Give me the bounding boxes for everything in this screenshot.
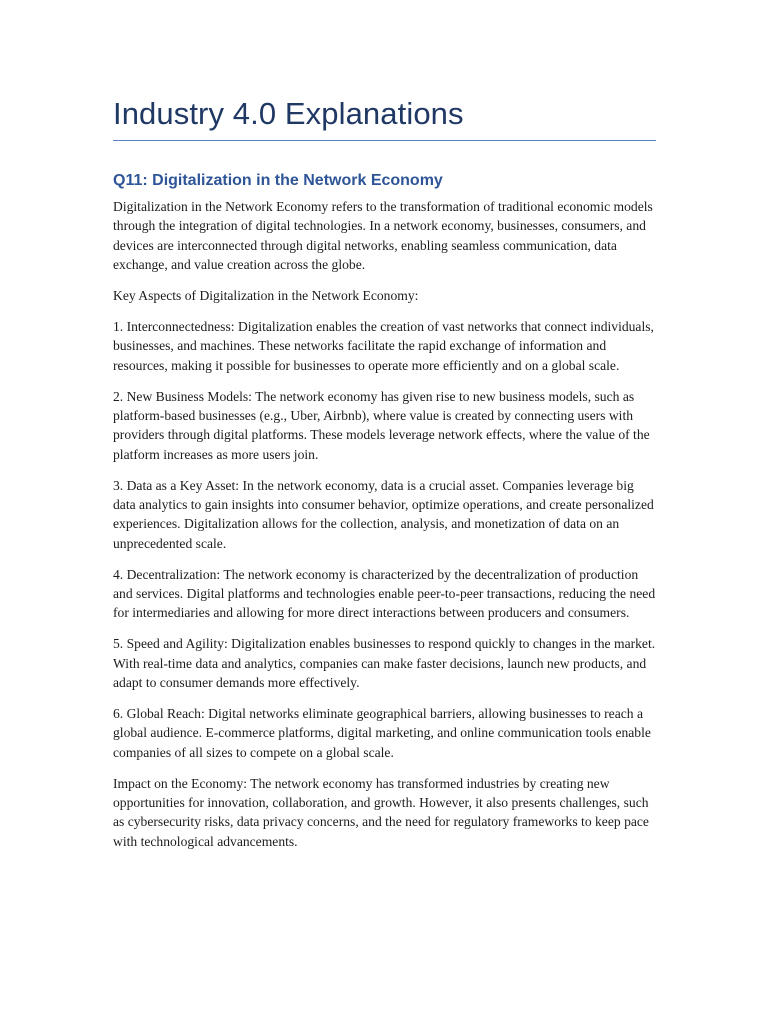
paragraph-new-business-models: 2. New Business Models: The network economy has given rise to new business models, such as platform-based businesses (e.g., Uber, Airbnb), where value is created by connecting users with providers through digital platforms. These models leverage network effects, where the value of the platform increases as more users join. <box>113 388 650 462</box>
paragraph-data-key-asset: 3. Data as a Key Asset: In the network economy, data is a crucial asset. Companies leverage big data analytics to gain insights into consumer behavior, optimize operations, and create personalized experiences. Digitalization allows for the collection, analysis, and monetization of data on an unprecedented scale. <box>113 477 654 551</box>
paragraph-key-aspects-label: Key Aspects of Digitalization in the Network Economy: <box>113 287 419 303</box>
paragraph-impact-economy: Impact on the Economy: The network economy has transformed industries by creating new opportunities for innovation, collaboration, and growth. However, it also presents challenges, such as cybersecurity risks, data privacy concerns, and the need for regulatory frameworks to keep pace with technological advancements. <box>113 775 649 849</box>
document-title: Industry 4.0 Explanations <box>113 96 464 131</box>
paragraph-speed-agility: 5. Speed and Agility: Digitalization enables businesses to respond quickly to changes in the market. With real-time data and analytics, companies can make faster decisions, launch new products, and adapt to consumer demands more effectively. <box>113 636 656 691</box>
title-divider <box>113 140 656 141</box>
document-page <box>113 96 656 863</box>
paragraph-interconnectedness: 1. Interconnectedness: Digitalization enables the creation of vast networks that connect individuals, businesses, and machines. These networks facilitate the rapid exchange of information and resources, making it possible for businesses to operate more efficiently and on a global scale. <box>113 319 654 373</box>
paragraph-global-reach: 6. Global Reach: Digital networks eliminate geographical barriers, allowing businesses to reach a global audience. E-commerce platforms, digital marketing, and online communication tools enable companies of all sizes to compete on a global scale. <box>113 706 651 760</box>
paragraph-intro: Digitalization in the Network Economy refers to the transformation of traditional economic models through the integration of digital technologies. In a network economy, businesses, consumers, and devices are interconnected through digital networks, enabling seamless communication, data exchange, and value creation across the globe. <box>113 199 653 272</box>
paragraph-decentralization: 4. Decentralization: The network economy is characterized by the decentralization of production and services. Digital platforms and technologies enable peer-to-peer transactions, reducing the need for intermediaries and allowing for more direct interactions between producers and consumers. <box>113 566 656 621</box>
section-heading: Q11: Digitalization in the Network Economy <box>113 172 443 189</box>
